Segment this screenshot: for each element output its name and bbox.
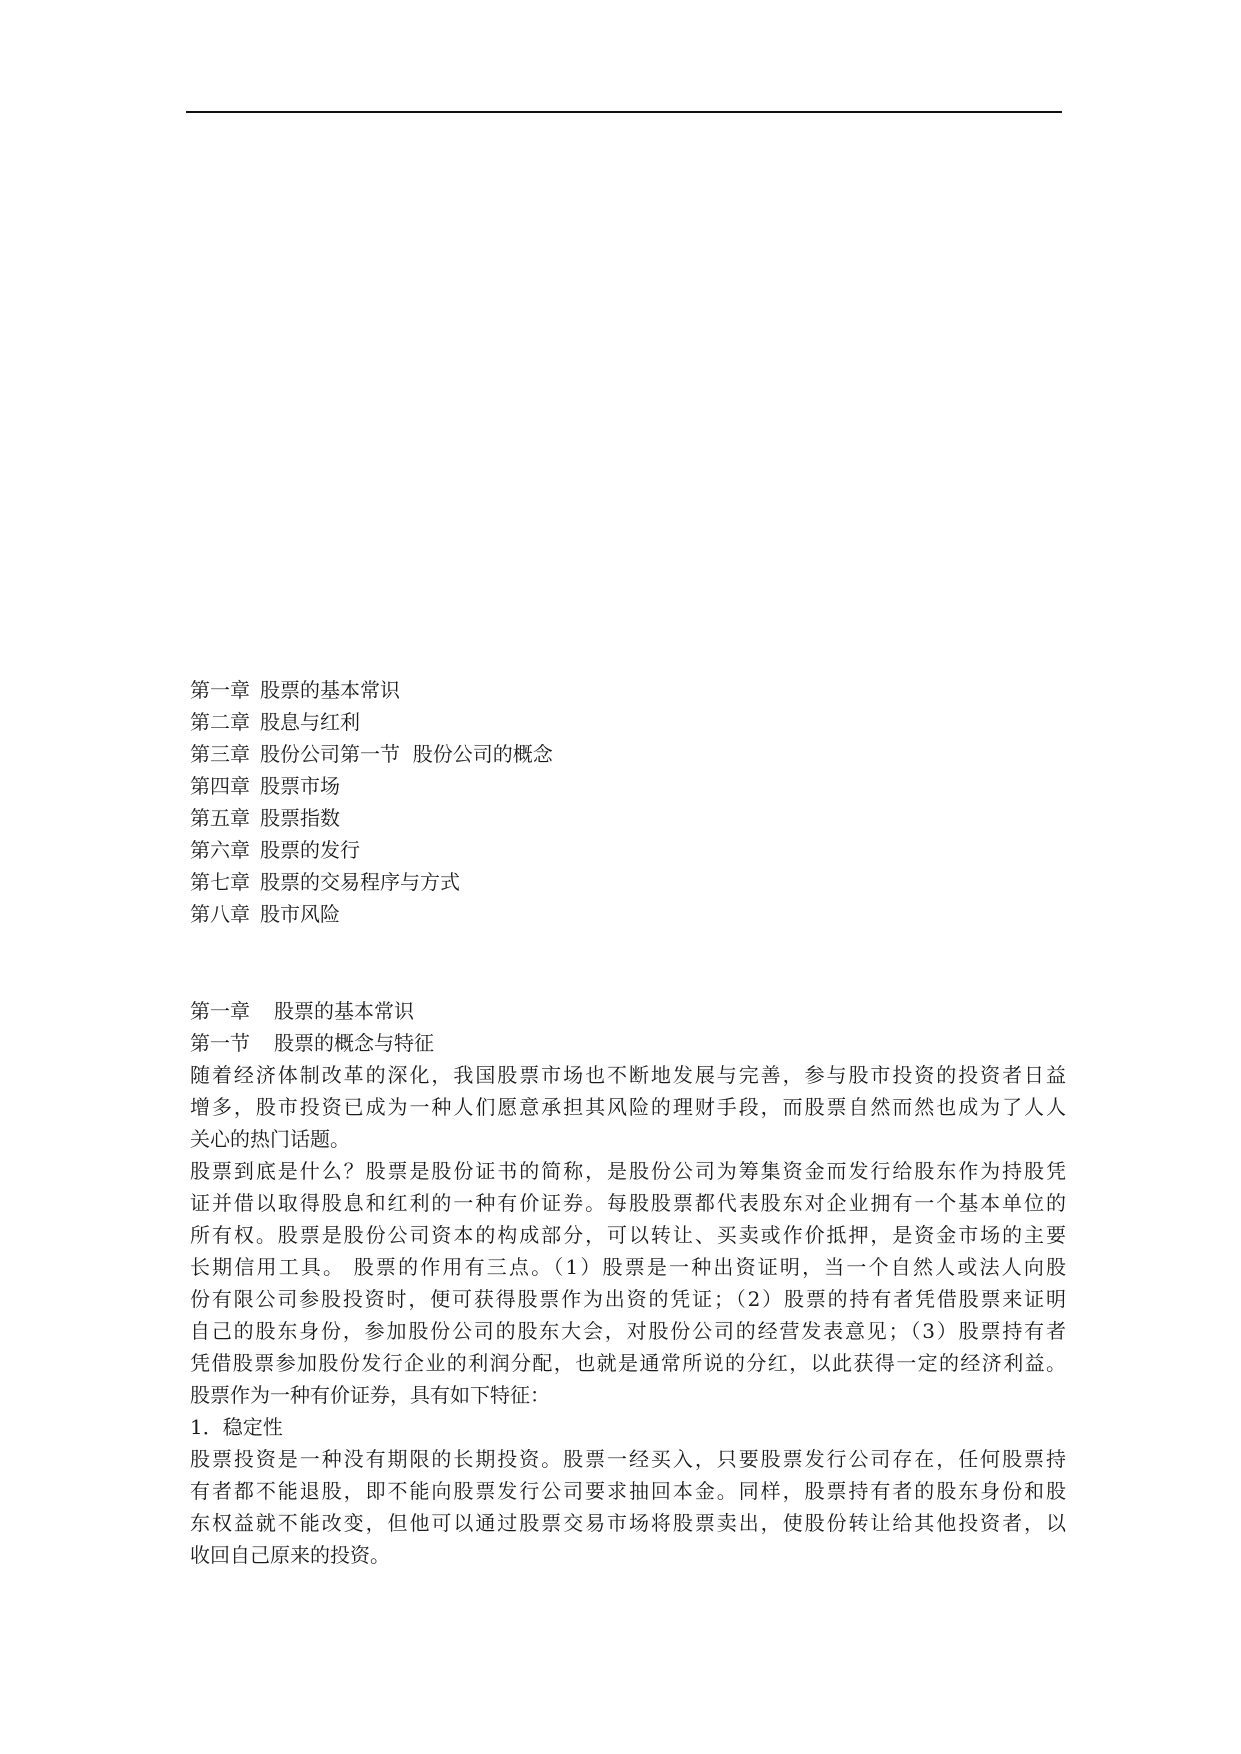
toc-chapter-number: 第一章 [190, 678, 250, 702]
chapter-title: 股票的基本常识 [274, 999, 414, 1023]
toc-item [190, 706, 1070, 738]
paragraph-line: 随着经济体制改革的深化，我国股票市场也不断地发展与完善，参与股市投资的投资者日益 [190, 1063, 1066, 1087]
toc-chapter-title: 股票指数 [260, 806, 340, 830]
chapter-heading [190, 995, 1066, 1027]
toc-item [190, 898, 1070, 930]
paragraph-line: 股票作为一种有价证券，具有如下特征： [190, 1383, 550, 1407]
section-number: 第一节 [190, 1031, 250, 1055]
toc-item [190, 738, 1070, 770]
chapter-body [190, 995, 1066, 1571]
toc-chapter-title: 股票的交易程序与方式 [260, 870, 460, 894]
table-of-contents [190, 674, 1070, 930]
paragraph-line: 增多，股市投资已成为一种人们愿意承担其风险的理财手段，而股票自然而然也成为了人人 [190, 1095, 1066, 1119]
chapter-number: 第一章 [190, 999, 250, 1023]
toc-chapter-title: 股息与红利 [260, 710, 360, 734]
paragraph-line: 股票投资是一种没有期限的长期投资。股票一经买入，只要股票发行公司存在，任何股票持 [190, 1447, 1066, 1471]
paragraph-line: 所有权。股票是股份公司资本的构成部分，可以转让、买卖或作价抵押，是资金市场的主要 [190, 1223, 1066, 1247]
toc-chapter-title: 股份公司第一节 股份公司的概念 [260, 742, 553, 766]
paragraph-line: 东权益就不能改变，但他可以通过股票交易市场将股票卖出，使股份转让给其他投资者，以 [190, 1511, 1066, 1535]
toc-chapter-number: 第五章 [190, 806, 250, 830]
paragraph-line: 凭借股票参加股份发行企业的利润分配，也就是通常所说的分红，以此获得一定的经济利益。 [190, 1351, 1066, 1375]
header-rule [186, 111, 1062, 113]
paragraph-intro [190, 1059, 1066, 1155]
paragraph-definition [190, 1155, 1066, 1411]
toc-chapter-title: 股市风险 [260, 902, 340, 926]
toc-chapter-number: 第二章 [190, 710, 250, 734]
toc-chapter-number: 第四章 [190, 774, 250, 798]
toc-chapter-title: 股票市场 [260, 774, 340, 798]
feature-heading: 1．稳定性 [190, 1415, 283, 1439]
toc-item [190, 834, 1070, 866]
paragraph-line: 长期信用工具。 股票的作用有三点。（1）股票是一种出资证明，当一个自然人或法人向股 [190, 1255, 1066, 1279]
toc-chapter-number: 第六章 [190, 838, 250, 862]
toc-chapter-title: 股票的发行 [260, 838, 360, 862]
toc-item [190, 866, 1070, 898]
paragraph-line: 证并借以取得股息和红利的一种有价证券。每股股票都代表股东对企业拥有一个基本单位的 [190, 1191, 1066, 1215]
paragraph-line: 收回自己原来的投资。 [190, 1543, 390, 1567]
toc-chapter-number: 第三章 [190, 742, 250, 766]
toc-chapter-number: 第八章 [190, 902, 250, 926]
toc-chapter-number: 第七章 [190, 870, 250, 894]
paragraph-line: 关心的热门话题。 [190, 1127, 350, 1151]
paragraph-line: 份有限公司参股投资时，便可获得股票作为出资的凭证；（2）股票的持有者凭借股票来证明 [190, 1287, 1066, 1311]
toc-item [190, 770, 1070, 802]
section-heading [190, 1027, 1066, 1059]
paragraph-stability [190, 1443, 1066, 1571]
toc-chapter-title: 股票的基本常识 [260, 678, 400, 702]
paragraph-line: 自己的股东身份，参加股份公司的股东大会，对股份公司的经营发表意见；（3）股票持有者 [190, 1319, 1066, 1343]
section-title: 股票的概念与特征 [274, 1031, 434, 1055]
toc-item [190, 674, 1070, 706]
toc-item [190, 802, 1070, 834]
paragraph-line: 有者都不能退股，即不能向股票发行公司要求抽回本金。同样，股票持有者的股东身份和股 [190, 1479, 1066, 1503]
paragraph-line: 股票到底是什么？股票是股份证书的简称，是股份公司为筹集资金而发行给股东作为持股凭 [190, 1159, 1066, 1183]
